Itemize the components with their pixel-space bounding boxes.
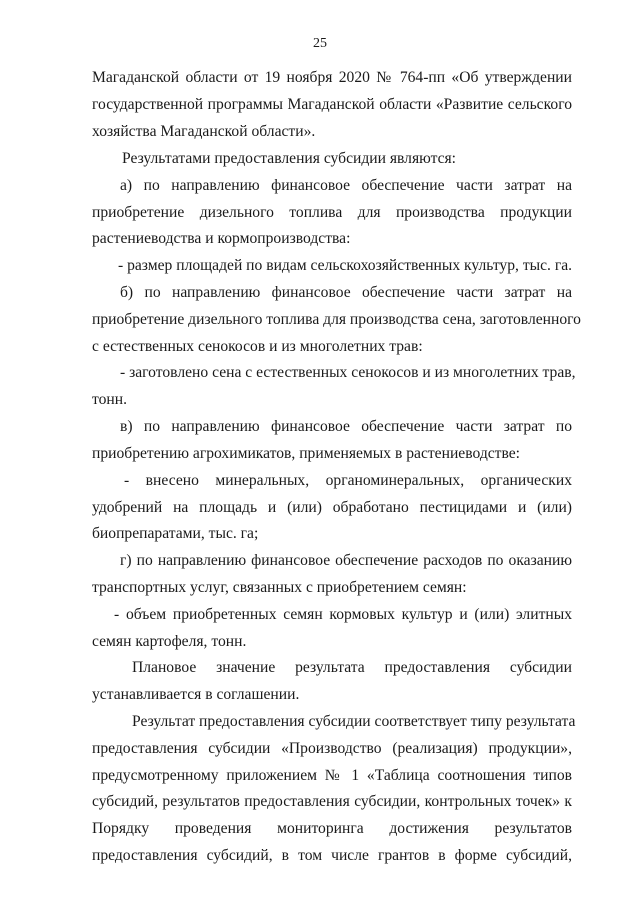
- text-line: - размер площадей по видам сельскохозяйственных культур, тыс. га.: [118, 257, 573, 274]
- text-line: предусмотренному приложением № 1 «Таблица соотношения типов: [92, 767, 572, 784]
- text-line: - объем приобретенных семян кормовых культур и (или) элитных: [114, 606, 572, 623]
- text-line: в) по направлению финансовое обеспечение части затрат по: [120, 418, 572, 435]
- text-line: устанавливается в соглашении.: [92, 686, 300, 703]
- text-line: биопрепаратами, тыс. га;: [92, 525, 259, 542]
- text-line: предоставления субсидий, в том числе грантов в форме субсидий,: [92, 847, 572, 864]
- text-line: с естественных сенокосов и из многолетних трав:: [92, 338, 423, 355]
- text-line: предоставления субсидии «Производство (реализация) продукции»,: [92, 740, 572, 757]
- text-line: государственной программы Магаданской области «Развитие сельского: [92, 96, 572, 113]
- text-line: б) по направлению финансовое обеспечение части затрат на: [120, 284, 572, 301]
- text-line: транспортных услуг, связанных с приобретением семян:: [92, 579, 467, 596]
- text-line: - внесено минеральных, органоминеральных, органических: [124, 472, 572, 489]
- text-line: а) по направлению финансовое обеспечение части затрат на: [120, 177, 572, 194]
- text-line: Результат предоставления субсидии соответствует типу результата: [132, 713, 576, 730]
- text-line: Плановое значение результата предоставления субсидии: [132, 659, 572, 676]
- text-line: приобретению агрохимикатов, применяемых в растениеводстве:: [92, 445, 521, 462]
- text-line: удобрений на площадь и (или) обработано пестицидами и (или): [92, 499, 572, 516]
- text-line: семян картофеля, тонн.: [92, 633, 247, 650]
- text-line: хозяйства Магаданской области».: [92, 123, 316, 140]
- text-line: тонн.: [92, 391, 127, 408]
- text-line: - заготовлено сена с естественных сенокосов и из многолетних трав,: [120, 364, 576, 381]
- text-line: субсидий, результатов предоставления субсидии, контрольных точек» к: [92, 793, 572, 810]
- text-line: г) по направлению финансовое обеспечение расходов по оказанию: [120, 552, 572, 569]
- page-number: 25: [313, 36, 327, 51]
- text-line: Магаданской области от 19 ноября 2020 № 764-пп «Об утверждении: [92, 69, 572, 86]
- text-line: растениеводства и кормопроизводства:: [92, 230, 351, 247]
- text-line: приобретение дизельного топлива для производства продукции: [92, 204, 572, 221]
- text-line: приобретение дизельного топлива для производства сена, заготовленного: [92, 311, 581, 328]
- text-line: Порядку проведения мониторинга достижения результатов: [92, 820, 572, 837]
- text-line: Результатами предоставления субсидии являются:: [122, 150, 457, 167]
